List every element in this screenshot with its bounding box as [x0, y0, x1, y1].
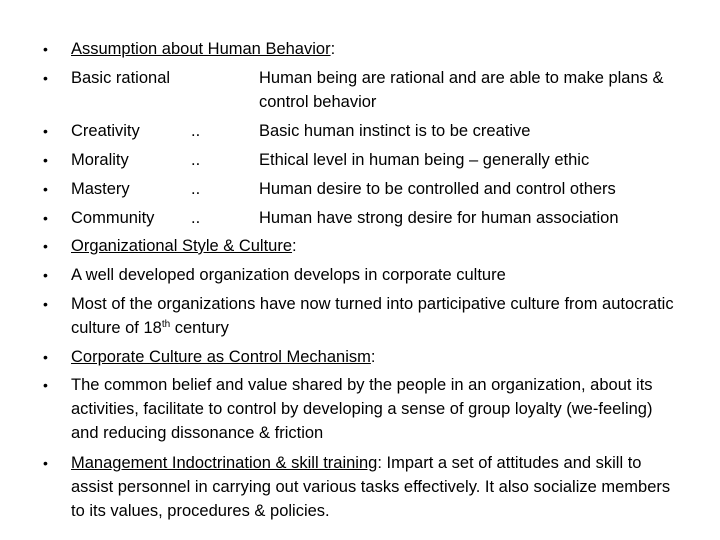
bullet-text: The common belief and value shared by the people in an organization, about its activities, facilitate to control by developing a sense of group loyalty (we-feeling) and reducing dissonance & friction: [71, 376, 653, 442]
bullet-text: Most of the organizations have now turned into participative culture from autocratic culture of 18th century: [71, 295, 674, 337]
bullet-dot: •: [43, 377, 48, 393]
bullet-text: Organizational Style & Culture:: [71, 237, 297, 255]
term-separator: ..: [191, 180, 201, 198]
bullet-dot: •: [43, 349, 48, 365]
term-description: Human have strong desire for human association: [259, 209, 619, 227]
bullet-item-basic-rational: [43, 66, 683, 114]
bullet-item-participative-culture: [43, 292, 683, 340]
bullet-text: A well developed organization develops in corporate culture: [71, 266, 506, 284]
term-label: Morality: [71, 151, 129, 169]
bullet-dot: •: [43, 123, 48, 139]
bullet-dot: •: [43, 210, 48, 226]
bullet-dot: •: [43, 455, 48, 471]
bullet-dot: •: [43, 152, 48, 168]
term-description: Basic human instinct is to be creative: [259, 122, 531, 140]
term-description: Human being are rational and are able to make plans & control behavior: [259, 69, 664, 111]
bullet-dot: •: [43, 296, 48, 312]
bullet-text: Corporate Culture as Control Mechanism:: [71, 348, 376, 366]
bullet-text: Management Indoctrination & skill training: Impart a set of attitudes and skill to assist personnel in carrying out various tasks effectively. It also socialize members to its values, procedures & policies.: [71, 454, 671, 520]
superscript: th: [161, 319, 171, 330]
term-separator: ..: [191, 122, 201, 140]
bullet-item-management-indoctrination: [43, 451, 683, 523]
bullet-dot: •: [43, 238, 48, 254]
bullet-dot: •: [43, 70, 48, 86]
term-label: Basic rational: [71, 69, 171, 87]
bullet-text: Assumption about Human Behavior:: [71, 40, 336, 58]
term-separator: ..: [191, 209, 201, 227]
bullet-dot: •: [43, 267, 48, 283]
term-description: Ethical level in human being – generally ethic: [259, 151, 590, 169]
term-label: Community: [71, 209, 155, 227]
section-heading: Organizational Style & Culture: [71, 237, 293, 255]
bullet-dot: •: [43, 181, 48, 197]
section-heading: Corporate Culture as Control Mechanism: [71, 348, 371, 366]
term-label: Mastery: [71, 180, 130, 198]
section-heading: Assumption about Human Behavior: [71, 40, 331, 58]
term-description: Human desire to be controlled and control others: [259, 180, 616, 198]
section-heading: Management Indoctrination & skill training: [71, 454, 378, 472]
bullet-item-common-belief: [43, 373, 683, 445]
term-label: Creativity: [71, 122, 140, 140]
term-separator: ..: [191, 151, 201, 169]
bullet-dot: •: [43, 41, 48, 57]
